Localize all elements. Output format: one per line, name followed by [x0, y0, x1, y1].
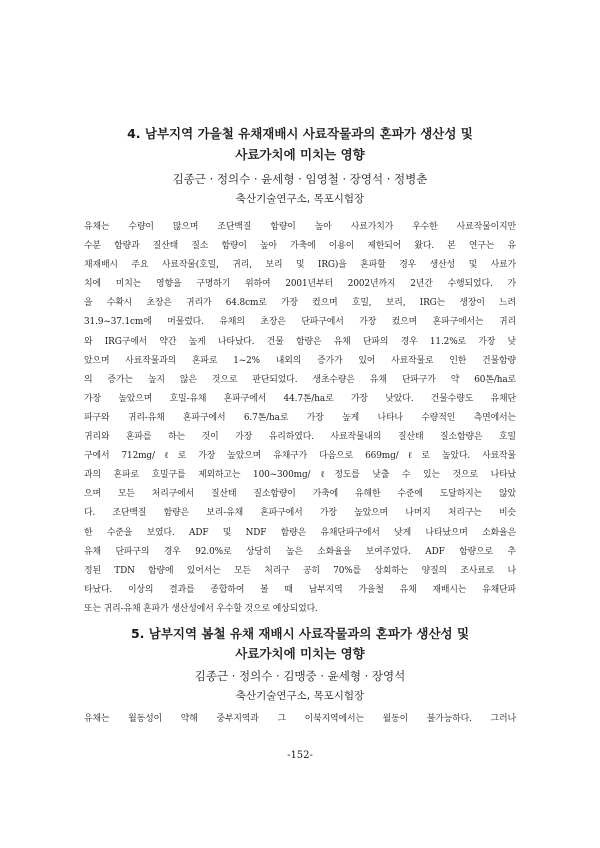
body-text-line: 다. 조단백질 함량은 보리-유채 혼파구에서 가장 높았으며 나머지 처리구는 비슷	[84, 508, 516, 519]
body-text-line: 또는 귀리-유채 혼파가 생산성에서 우수할 것으로 예상되었다.	[84, 603, 318, 614]
body-text-line: 귀리와 혼파를 하는 것이 가장 유리하였다. 사료작물내의 질산태 질소함량은 호밀	[84, 432, 516, 443]
body-text-line: 한 수준을 보였다. ADF 및 NDF 함량은 유채단파구에서 낮게 나타났으며 소화율은	[84, 527, 516, 538]
body-text-line: 구에서 712mg/ℓ로 가장 높았으며 유채구가 다음으로 669mg/ℓ로 높았다. 사료작물	[84, 451, 516, 462]
body-text-line: 았으며 사료작물과의 혼파로 1~2% 내외의 증가가 있어 사료작물로 인한 건물함량	[84, 355, 516, 366]
body-text-line: 으며 모든 처리구에서 질산태 질소함량이 가축에 유해한 수준에 도달하지는 않았	[84, 489, 516, 500]
body-text-line: 치에 미치는 영향을 구명하기 위하여 2001년부터 2002년까지 2년간 수행되었다. 가	[84, 279, 516, 290]
section4-authors: 김종근 · 정의수 · 윤세형 · 임영철 · 장영석 · 정병춘	[172, 172, 428, 186]
body-text-line: 과의 혼파로 호밀구를 제외하고는 100~300mg/ℓ정도를 낮출 수 있는 것으로 나타났	[84, 470, 516, 481]
body-text-line: 타났다. 이상의 결과를 종합하여 볼 때 남부지역 가을철 유채 재배시는 유채단파	[84, 584, 516, 595]
body-text-line: 채재배시 주요 사료작물(호밀, 귀리, 보리 및 IRG)을 혼파할 경우 생산성 및 사료가	[84, 260, 516, 271]
body-text-line: 의 증가는 높지 않은 것으로 판단되었다. 생초수량은 유채 단파구가 약 60톤/ha로	[84, 374, 516, 385]
body-text-line: 수분 함량과 질산태 질소 함량이 높아 가축에 이용이 제한되어 왔다. 본 연구는 유	[84, 241, 516, 252]
body-text-line: 가장 높았으며 호밀-유채 혼파구에서 44.7톤/ha로 가장 낮았다. 건물수량도 유채단	[84, 393, 516, 404]
section5-abstract	[84, 710, 516, 729]
body-text-line: 유채는 월동성이 약해 중부지역과 그 이북지역에서는 월동이 불가능하다. 그러나	[84, 714, 516, 724]
body-text-line: 을 수확시 초장은 귀리가 64.8cm로 가장 컸으며 호밀, 보리, IRG는 생장이 느려	[84, 298, 516, 309]
body-text-line: 31.9~37.1cm에 머물렀다. 유채의 초장은 단파구에서 가장 컸으며 혼파구에서는 귀리	[84, 317, 516, 328]
section4-abstract	[84, 218, 516, 619]
section4-affiliation: 축산기술연구소, 목포시험장	[235, 193, 365, 205]
section4-title-line1: 4. 남부지역 가을철 유채재배시 사료작물과의 혼파가 생산성 및	[127, 126, 473, 141]
body-text-line: 정된 TDN 함량에 있어서는 모든 처리구 공히 70%를 상회하는 양질의 조사료로 나	[84, 565, 516, 576]
section5-authors: 김종근 · 정의수 · 김맹중 · 윤세형 · 장영석	[194, 669, 406, 683]
section5-affiliation: 축산기술연구소, 목포시험장	[235, 690, 365, 702]
section5-title-line2: 사료가치에 미치는 영향	[235, 646, 365, 661]
body-text-line: 유채는 수량이 많으며 조단백질 함량이 높아 사료가치가 우수한 사료작물이지만	[84, 222, 516, 232]
section5-title-line1: 5. 남부지역 봄철 유채 재배시 사료작물과의 혼파가 생산성 및	[130, 626, 470, 641]
body-text-line: 유채 단파구의 경우 92.0%로 상당히 높은 소화율을 보여주었다. ADF 함량으로 추	[84, 546, 516, 557]
section4-title-line2: 사료가치에 미치는 영향	[235, 147, 365, 162]
body-text-line: 파구와 귀리-유채 혼파구에서 6.7톤/ha로 가장 높게 나타나 수량적인 측면에서는	[84, 412, 516, 423]
page-number: -152-	[287, 750, 313, 761]
body-text-line: 와 IRG구에서 약간 높게 나타났다. 건물 함량은 유채 단파의 경우 11.2%로 가장 낮	[84, 336, 516, 347]
